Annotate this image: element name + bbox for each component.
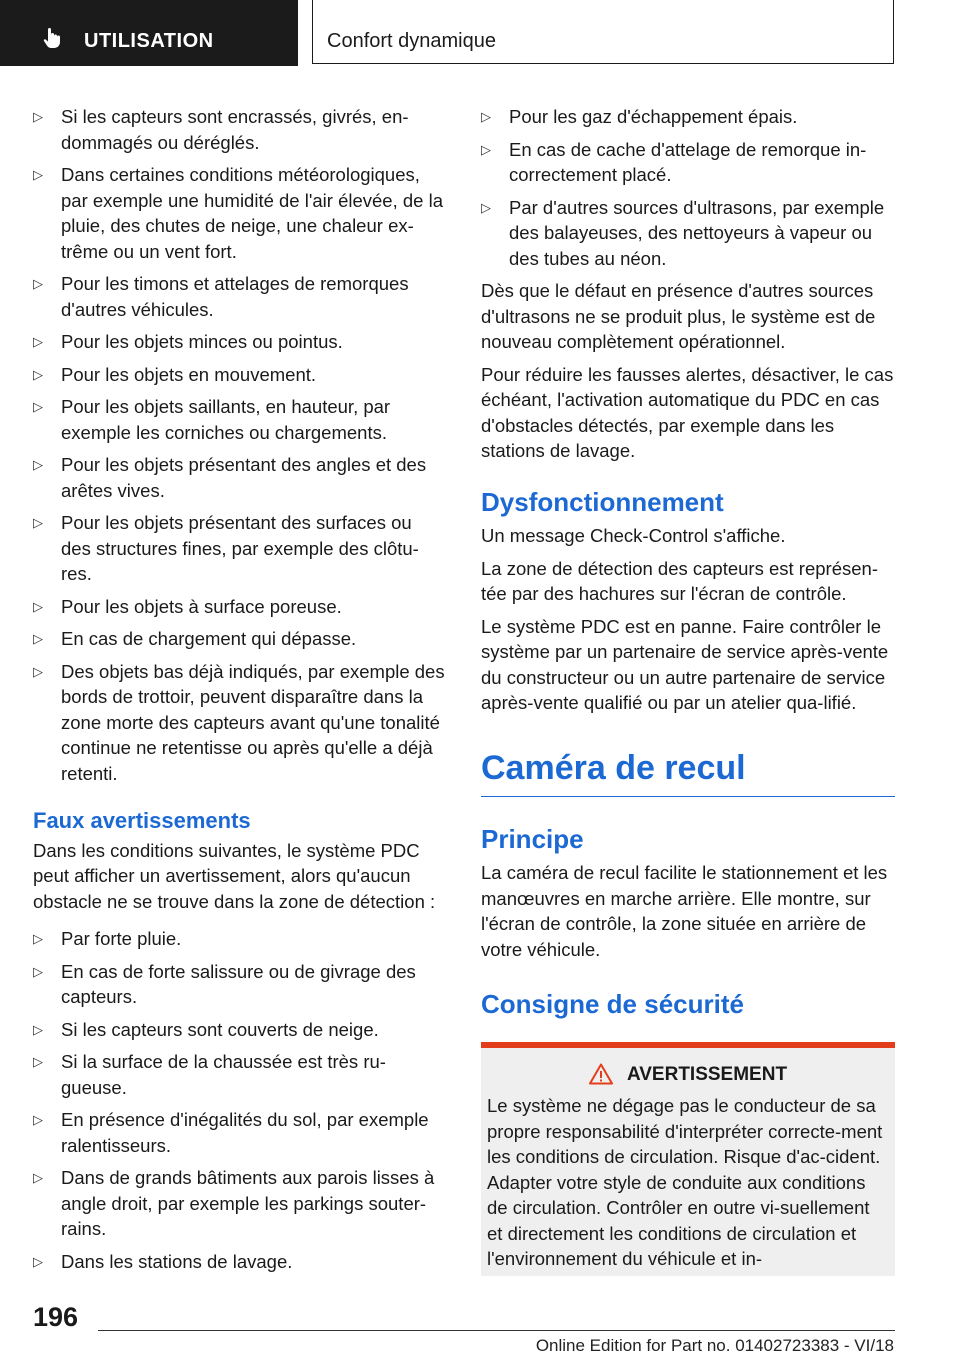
list-item: [33, 1107, 445, 1158]
bullet-triangle-icon: ▷: [33, 366, 43, 382]
list-item-text: Si les capteurs sont couverts de neige.: [61, 1018, 379, 1040]
bullet-triangle-icon: ▷: [33, 1170, 43, 1185]
list-item-text: Dans les stations de lavage.: [61, 1250, 293, 1272]
bullet-triangle-icon: ▷: [33, 1054, 43, 1069]
list-item-text: Des objets bas déjà indiqués, par exemple des bords de trottoir, peuvent disparaître dans la zone morte des capteurs avant qu'une tonalité continue ne retentisse ou après qu'elle a déjà retenti.: [61, 660, 445, 784]
false-alarms-heading: Faux avertissements: [33, 808, 251, 833]
left-column: [33, 104, 445, 1281]
list-item-text: Pour les objets à surface poreuse.: [61, 595, 342, 617]
warning-triangle-icon: [589, 1063, 613, 1085]
bullet-list-ultrasound: [481, 104, 895, 271]
bullet-triangle-icon: ▷: [33, 663, 43, 679]
principle-text: La caméra de recul facilite le stationnement et les manœuvres en marche arrière. Elle montre, sur l'écran de contrôle, la zone située en arrière de votre véhicule.: [481, 862, 888, 960]
page-number: 196: [33, 1302, 79, 1332]
list-item: [33, 362, 445, 388]
list-item-text: Par forte pluie.: [61, 928, 182, 949]
bullet-list-limits: [33, 104, 445, 786]
list-item: [33, 959, 445, 1010]
paragraph-reduce-alerts: Pour réduire les fausses alertes, désactiver, le cas échéant, l'activation automatique du PDC en cas d'obstacles détectés, par exemple dans les stations de lavage.: [481, 363, 894, 461]
list-item-text: En cas de chargement qui dépasse.: [61, 628, 357, 649]
list-item: [33, 329, 445, 355]
bullet-triangle-icon: ▷: [33, 931, 43, 946]
safety-heading: Consigne de sécurité: [481, 989, 744, 1019]
list-item: [33, 452, 445, 503]
bullet-triangle-icon: ▷: [33, 1021, 43, 1037]
list-item: [33, 594, 445, 620]
bullet-triangle-icon: ▷: [33, 1112, 43, 1127]
list-item-text: En cas de cache d'attelage de remorque in-correctement placé.: [509, 138, 867, 185]
bullet-triangle-icon: ▷: [481, 109, 491, 124]
false-alarms-intro: Dans les conditions suivantes, le système PDC peut afficher un avertissement, alors qu'aucun obstacle ne se trouve dans la zone de détection :: [33, 839, 436, 912]
list-item: [33, 626, 445, 652]
list-item: [33, 162, 445, 264]
bullet-triangle-icon: ▷: [33, 1253, 43, 1269]
bullet-triangle-icon: ▷: [33, 334, 43, 349]
right-column: [481, 104, 895, 1276]
list-item-text: Pour les timons et attelages de remorques d'autres véhicules.: [61, 273, 409, 320]
list-item: [33, 1249, 445, 1275]
list-item-text: Dans certaines conditions météorologiques, par exemple une humidité de l'air élevée, de la pluie, des chutes de neige, une chaleur ex-trême ou un vent fort.: [61, 164, 443, 262]
list-item: [33, 1049, 445, 1100]
list-item-text: Pour les objets présentant des surfaces ou des structures fines, par exemple des clôtu-res.: [61, 512, 419, 584]
hand-pointer-icon: [40, 26, 64, 50]
section-tab: [0, 0, 298, 66]
list-item-text: Pour les objets minces ou pointus.: [61, 331, 343, 352]
malfunction-text-3: Le système PDC est en panne. Faire contrôler le système par un partenaire de service après-vente du constructeur ou un autre partenaire de service après-vente qualifié ou par un atelier qua-lifié.: [481, 615, 889, 713]
list-item-text: Si la surface de la chaussée est très ru-gueuse.: [61, 1051, 386, 1098]
warning-header: [487, 1062, 889, 1088]
bullet-triangle-icon: ▷: [33, 167, 43, 182]
bullet-triangle-icon: ▷: [33, 598, 43, 614]
warning-box: [481, 1042, 895, 1276]
list-item-text: Pour les gaz d'échappement épais.: [509, 106, 798, 127]
principle-heading: Principe: [481, 823, 584, 854]
bullet-triangle-icon: ▷: [33, 109, 43, 124]
list-item: [33, 1017, 445, 1043]
list-item-text: Pour les objets présentant des angles et des arêtes vives.: [61, 454, 427, 501]
bullet-triangle-icon: ▷: [33, 631, 43, 646]
list-item-text: En présence d'inégalités du sol, par exemple ralentisseurs.: [61, 1109, 429, 1156]
bullet-triangle-icon: ▷: [33, 457, 43, 472]
list-item-text: Pour les objets en mouvement.: [61, 363, 317, 385]
paragraph-recovery: Dès que le défaut en présence d'autres sources d'ultrasons ne se produit plus, le système est de nouveau complètement opérationnel.: [481, 280, 876, 352]
list-item-text: Si les capteurs sont encrassés, givrés, en-dommagés ou déréglés.: [61, 106, 409, 153]
list-item: [33, 104, 445, 155]
section-title: UTILISATION: [84, 30, 214, 52]
malfunction-heading: Dysfonctionnement: [481, 486, 724, 517]
list-item-text: En cas de forte salissure ou de givrage des capteurs.: [61, 960, 416, 1007]
bullet-triangle-icon: ▷: [33, 399, 43, 414]
list-item: [481, 137, 895, 188]
chapter-title: Confort dynamique: [327, 30, 496, 52]
list-item: [33, 926, 445, 952]
list-item: [33, 1165, 445, 1242]
bullet-triangle-icon: ▷: [481, 199, 491, 215]
bullet-triangle-icon: ▷: [33, 276, 43, 291]
list-item-text: Pour les objets saillants, en hauteur, par exemple les corniches ou chargements.: [61, 396, 391, 443]
list-item: [33, 271, 445, 322]
list-item: [33, 659, 445, 787]
list-item: [33, 394, 445, 445]
footer-rule: [98, 1330, 895, 1331]
bullet-triangle-icon: ▷: [481, 141, 491, 157]
list-item: [33, 510, 445, 587]
camera-heading: Caméra de recul: [481, 746, 895, 797]
warning-title: AVERTISSEMENT: [626, 1063, 788, 1085]
chapter-tab: [312, 0, 894, 64]
list-item-text: Par d'autres sources d'ultrasons, par exemple des balayeuses, des nettoyeurs à vapeur ou des tubes au néon.: [509, 196, 885, 269]
footer-edition: Online Edition for Part no. 01402723383 - VI/18: [535, 1336, 894, 1355]
bullet-triangle-icon: ▷: [33, 963, 43, 979]
list-item: [481, 104, 895, 130]
list-item-text: Dans de grands bâtiments aux parois lisses à angle droit, par exemple les parkings souter-rains.: [61, 1167, 435, 1239]
bullet-list-false-alarms: [33, 926, 445, 1274]
list-item: [481, 195, 895, 272]
bullet-triangle-icon: ▷: [33, 515, 43, 530]
malfunction-text-1: Un message Check-Control s'affiche.: [481, 525, 786, 546]
malfunction-text-2: La zone de détection des capteurs est représen-tée par des hachures sur l'écran de contrôle.: [481, 557, 878, 604]
warning-text: Le système ne dégage pas le conducteur de sa propre responsabilité d'interpréter correcte-ment les conditions de circulation. Risque d'ac-cident. Adapter votre style de conduite aux conditions de circulation. Contrôler en outre vi-suellement et directement les conditions de circulation et l'environnement du véhicule et in-: [487, 1095, 883, 1269]
